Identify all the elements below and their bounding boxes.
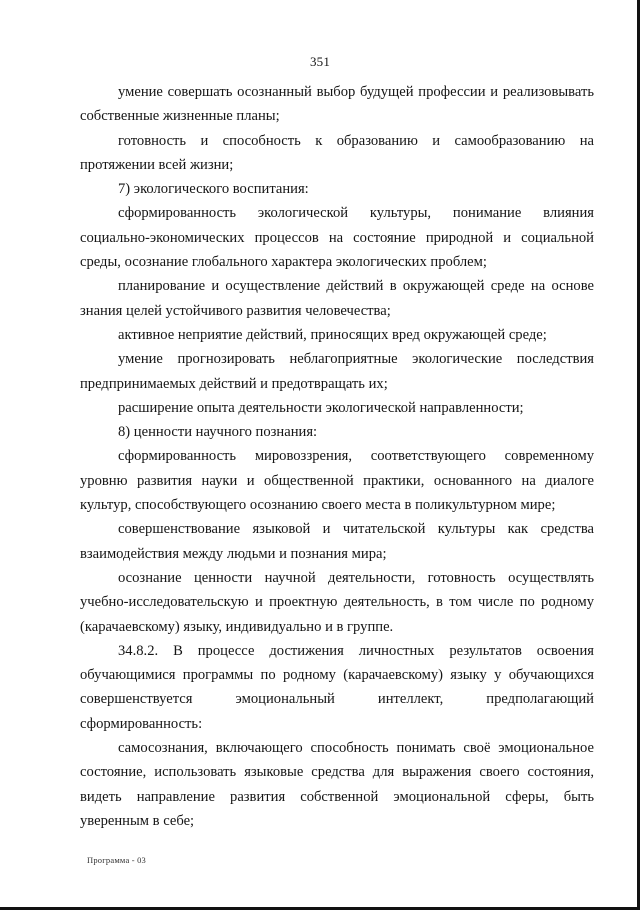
paragraph-planning-actions: планирование и осуществление действий в окружающей среде на основе знания целей устойчивого развития человечества; [80,278,594,319]
paragraph-rejection-harm: активное неприятие действий, приносящих вред окружающей среде; [118,326,547,343]
paragraph-self-awareness: самосознания, включающего способность понимать своё эмоциональное состояние, использовать языковые средства для выражения своего состояния, видеть направление развития собственной эмоциональной сферы, быть уверенным в себе; [80,740,594,829]
heading-ecological-education: 7) экологического воспитания: [118,181,309,198]
page-number: 351 [309,54,331,69]
paragraph-ecological-culture: сформированность экологической культуры, понимание влияния социально-экономических процессов на состояние природной и социальной среды, осознание глобального характера экологических проблем; [80,205,594,271]
paragraph-ecological-experience: расширение опыта деятельности экологической направленности; [118,399,524,416]
document-body [80,80,594,833]
paragraph-predict-consequences: умение прогнозировать неблагоприятные экологические последствия предпринимаемых действий и предотвращать их; [80,351,594,392]
heading-scientific-knowledge: 8) ценности научного познания: [118,424,318,441]
paragraph-worldview: сформированность мировоззрения, соответствующего современному уровню развития науки и общественной практики, основанного на диалоге культур, способствующего осознанию своего места в поликультурном мире; [80,448,594,514]
paragraph-lifelong-learning: готовность и способность к образованию и самообразованию на протяжении всей жизни; [80,132,594,173]
paragraph-research-activity: осознание ценности научной деятельности, готовность осуществлять учебно-исследовательскую и проектную деятельность, в том числе по родному (карачаевскому) языку, индивидуально и в группе. [80,569,594,635]
paragraph-career-choice: умение совершать осознанный выбор будущей профессии и реализовывать собственные жизненные планы; [80,84,594,125]
page-footer: Программа - 03 [87,855,147,865]
paragraph-section-34-8-2: 34.8.2. В процессе достижения личностных результатов освоения обучающимися программы по родному (карачаевскому) языку у обучающихся совершенствуется эмоциональный интеллект, предполагающий сформированность: [80,642,594,732]
paragraph-language-culture: совершенствование языковой и читательской культуры как средства взаимодействия между людьми и познания мира; [80,521,594,562]
